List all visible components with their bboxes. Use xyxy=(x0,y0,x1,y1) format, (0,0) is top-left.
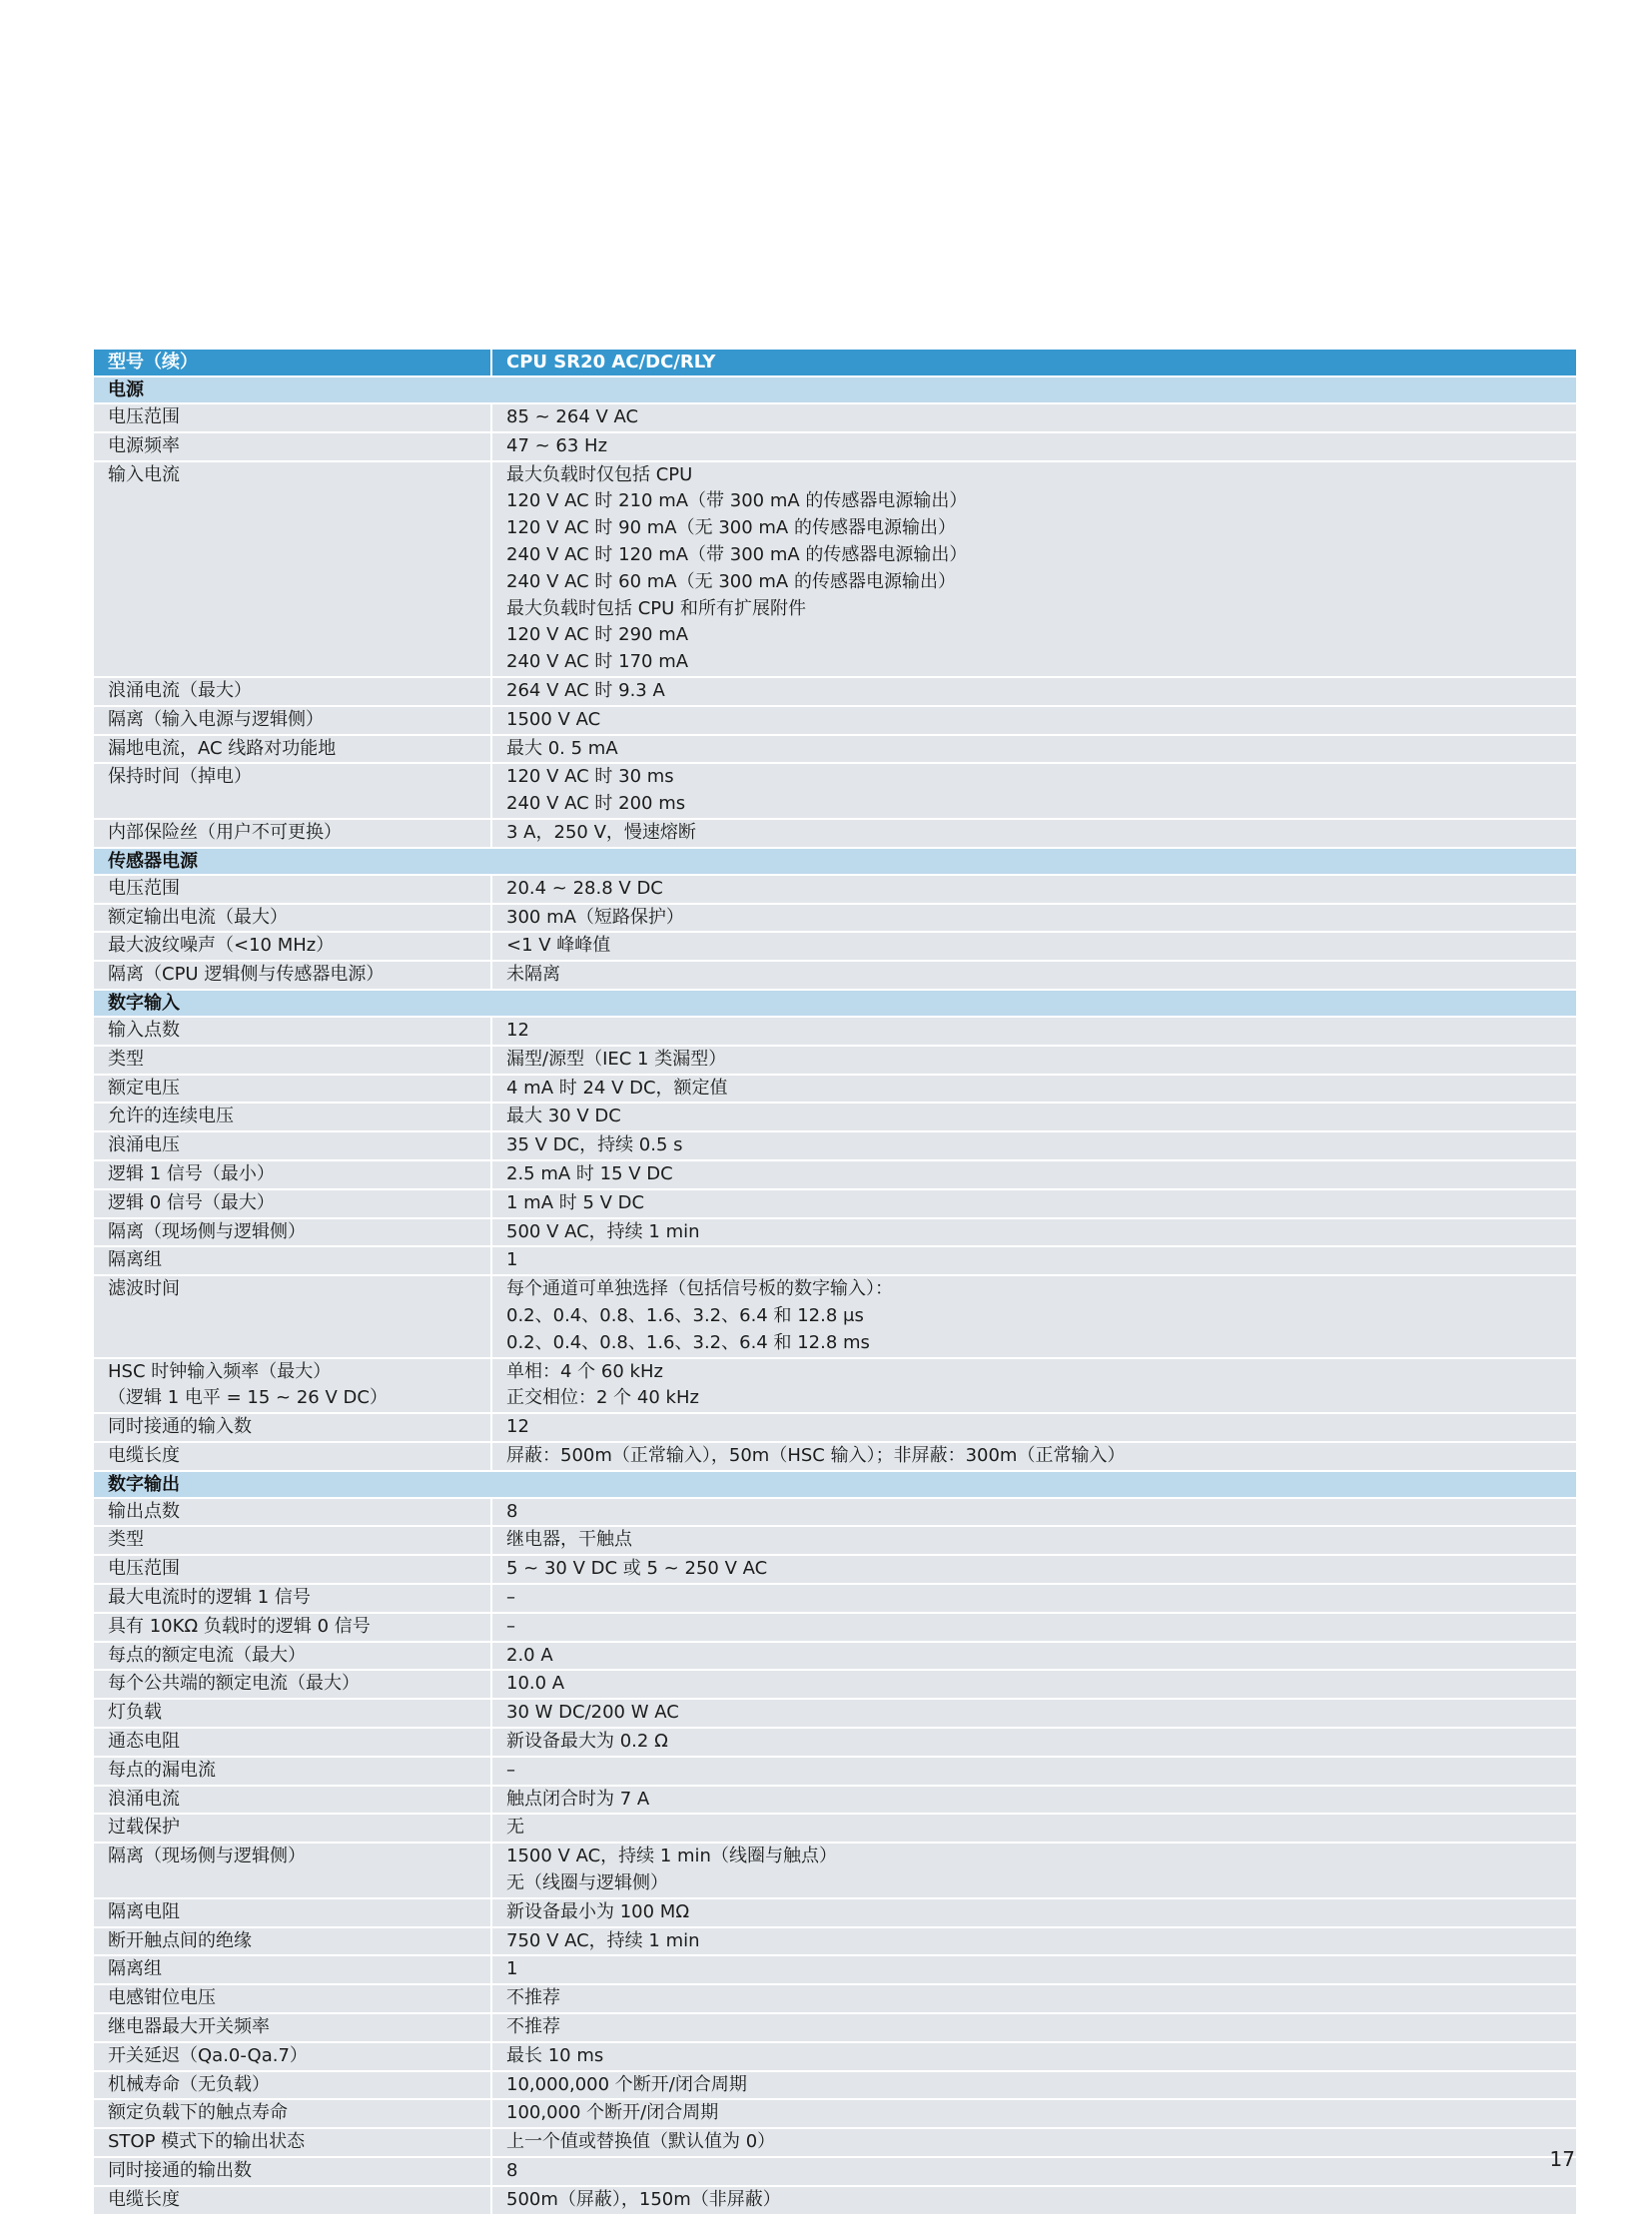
table-row xyxy=(94,1498,1576,1527)
table-row xyxy=(94,706,1576,735)
spec-value: 每个通道可单独选择（包括信号板的数字输入）： xyxy=(506,1278,893,1300)
spec-label-cell xyxy=(94,1017,491,1046)
spec-label-cell xyxy=(94,2186,491,2215)
table-row xyxy=(94,819,1576,848)
table-row xyxy=(94,1670,1576,1699)
table-row xyxy=(94,1757,1576,1786)
spec-value: 500m（屏蔽），150m（非屏蔽） xyxy=(506,2188,781,2210)
spec-label-cell xyxy=(94,2042,491,2071)
spec-value-cell xyxy=(491,2099,1576,2128)
table-row xyxy=(94,461,1576,677)
spec-value: 12 xyxy=(506,1019,529,1041)
table-row xyxy=(94,2157,1576,2186)
spec-label: 浪涌电流（最大） xyxy=(108,679,252,701)
spec-value: 屏蔽：500m（正常输入），50m（HSC 输入）；非屏蔽：300m（正常输入） xyxy=(506,1444,1126,1466)
spec-value: 3 A，250 V，慢速熔断 xyxy=(506,821,696,843)
spec-label-cell xyxy=(94,2071,491,2100)
spec-value-cell xyxy=(491,1814,1576,1843)
spec-value-cell xyxy=(491,1699,1576,1728)
spec-value-cell xyxy=(491,1358,1576,1414)
spec-value: 单相：4 个 60 kHz xyxy=(506,1360,663,1382)
spec-label: 同时接通的输入数 xyxy=(108,1416,252,1438)
spec-value-cell xyxy=(491,1160,1576,1189)
table-row xyxy=(94,432,1576,461)
spec-value: 2.5 mA 时 15 V DC xyxy=(506,1162,673,1184)
spec-value-cell xyxy=(491,1246,1576,1275)
table-row xyxy=(94,1358,1576,1414)
spec-value-cell xyxy=(491,706,1576,735)
spec-value: 最长 10 ms xyxy=(506,2044,604,2066)
spec-label: STOP 模式下的输出状态 xyxy=(108,2131,306,2153)
spec-value-cell xyxy=(491,1218,1576,1247)
spec-value: 35 V DC，持续 0.5 s xyxy=(506,1134,683,1156)
spec-value-cell xyxy=(491,2071,1576,2100)
table-row xyxy=(94,763,1576,819)
section-header-row xyxy=(94,376,1576,403)
spec-label-cell xyxy=(94,1927,491,1956)
spec-value-cell xyxy=(491,1555,1576,1584)
spec-value: 继电器，干触点 xyxy=(506,1529,632,1551)
spec-value: 30 W DC/200 W AC xyxy=(506,1702,679,1724)
spec-label-cell xyxy=(94,1984,491,2013)
spec-label: 逻辑 0 信号（最大） xyxy=(108,1191,275,1213)
spec-value: 0.2、0.4、0.8、1.6、3.2、6.4 和 12.8 ms xyxy=(506,1331,870,1353)
spec-value-cell xyxy=(491,1584,1576,1613)
spec-label-cell xyxy=(94,432,491,461)
spec-label: 电压范围 xyxy=(108,1558,180,1580)
table-row xyxy=(94,2042,1576,2071)
spec-label-cell xyxy=(94,2013,491,2042)
table-row xyxy=(94,2099,1576,2128)
table-row xyxy=(94,1699,1576,1728)
spec-value: 85 ~ 264 V AC xyxy=(506,406,639,427)
spec-value-cell xyxy=(491,1442,1576,1471)
spec-label: 类型 xyxy=(108,1048,144,1070)
spec-value: 不推荐 xyxy=(506,2016,560,2038)
spec-value: 最大负载时仅包括 CPU xyxy=(506,463,693,485)
spec-value-cell xyxy=(491,1757,1576,1786)
spec-label: 每个公共端的额定电流（最大） xyxy=(108,1673,360,1695)
table-row xyxy=(94,1160,1576,1189)
spec-label-cell xyxy=(94,1843,491,1898)
spec-value: 120 V AC 时 290 mA xyxy=(506,624,689,646)
page-number: 17 xyxy=(1549,2147,1575,2171)
spec-label-cell xyxy=(94,1046,491,1075)
spec-value: 120 V AC 时 90 mA（无 300 mA 的传感器电源输出） xyxy=(506,517,956,539)
spec-value-cell xyxy=(491,1642,1576,1671)
spec-value-cell xyxy=(491,819,1576,848)
spec-value-cell xyxy=(491,1075,1576,1104)
spec-label-cell xyxy=(94,1757,491,1786)
spec-value: 750 V AC，持续 1 min xyxy=(506,1929,700,1951)
spec-label: 每点的额定电流（最大） xyxy=(108,1644,306,1666)
spec-label-cell xyxy=(94,1075,491,1104)
spec-label: 通态电阻 xyxy=(108,1731,180,1753)
spec-label: 漏地电流，AC 线路对功能地 xyxy=(108,737,337,759)
spec-label-cell xyxy=(94,904,491,933)
spec-value-cell xyxy=(491,1017,1576,1046)
spec-value-cell xyxy=(491,2042,1576,2071)
section-title: 数字输入 xyxy=(94,990,1576,1017)
spec-label: 浪涌电压 xyxy=(108,1134,180,1156)
spec-value: 无 xyxy=(506,1817,524,1839)
spec-label: 电源频率 xyxy=(108,434,180,456)
spec-label-cell xyxy=(94,1358,491,1414)
spec-label-cell xyxy=(94,1728,491,1757)
table-row xyxy=(94,875,1576,904)
section-header-row xyxy=(94,1471,1576,1498)
table-row xyxy=(94,1898,1576,1927)
spec-label-cell xyxy=(94,1642,491,1671)
spec-label-cell xyxy=(94,1246,491,1275)
spec-label: 逻辑 1 信号（最小） xyxy=(108,1162,275,1184)
spec-value-cell xyxy=(491,1189,1576,1218)
spec-value: <1 V 峰峰值 xyxy=(506,935,611,957)
spec-label-cell xyxy=(94,403,491,432)
spec-label: 电缆长度 xyxy=(108,1444,180,1466)
spec-label-cell xyxy=(94,1955,491,1984)
spec-label: 内部保险丝（用户不可更换） xyxy=(108,821,342,843)
spec-value: 无（线圈与逻辑侧） xyxy=(506,1872,668,1894)
spec-label: 允许的连续电压 xyxy=(108,1106,234,1127)
table-row xyxy=(94,403,1576,432)
spec-value: 8 xyxy=(506,2160,518,2182)
table-row xyxy=(94,904,1576,933)
spec-value: 500 V AC，持续 1 min xyxy=(506,1220,700,1242)
table-row xyxy=(94,1526,1576,1555)
spec-value-cell xyxy=(491,763,1576,819)
spec-label-cell xyxy=(94,875,491,904)
spec-label: 开关延迟（Qa.0-Qa.7） xyxy=(108,2044,308,2066)
spec-label: 具有 10KΩ 负载时的逻辑 0 信号 xyxy=(108,1615,371,1637)
table-row xyxy=(94,1189,1576,1218)
spec-value-cell xyxy=(491,904,1576,933)
spec-label-cell xyxy=(94,763,491,819)
spec-value: – xyxy=(506,1587,515,1609)
spec-value: 240 V AC 时 60 mA（无 300 mA 的传感器电源输出） xyxy=(506,570,956,592)
spec-label-cell xyxy=(94,961,491,990)
spec-value: 上一个值或替换值（默认值为 0） xyxy=(506,2131,776,2153)
spec-value: 未隔离 xyxy=(506,964,560,986)
spec-label: 同时接通的输出数 xyxy=(108,2160,252,2182)
spec-value-cell xyxy=(491,432,1576,461)
spec-label: 额定电压 xyxy=(108,1077,180,1099)
spec-value-cell xyxy=(491,2157,1576,2186)
spec-value: 240 V AC 时 200 ms xyxy=(506,793,686,815)
table-row xyxy=(94,1075,1576,1104)
table-header-row xyxy=(94,350,1576,376)
table-row xyxy=(94,932,1576,961)
table-row xyxy=(94,1584,1576,1613)
table-row xyxy=(94,1814,1576,1843)
spec-label: 隔离（CPU 逻辑侧与传感器电源） xyxy=(108,964,385,986)
spec-value-cell xyxy=(491,1843,1576,1898)
spec-label-cell xyxy=(94,1218,491,1247)
spec-value-cell xyxy=(491,1275,1576,1357)
spec-value: 4 mA 时 24 V DC，额定值 xyxy=(506,1077,728,1099)
table-row xyxy=(94,1246,1576,1275)
spec-value: 最大 30 V DC xyxy=(506,1106,621,1127)
spec-value: 新设备最大为 0.2 Ω xyxy=(506,1731,668,1753)
spec-value-cell xyxy=(491,1898,1576,1927)
table-row xyxy=(94,2071,1576,2100)
spec-value: 2.0 A xyxy=(506,1644,553,1666)
spec-label-cell xyxy=(94,1613,491,1642)
spec-label: 输出点数 xyxy=(108,1500,180,1522)
spec-value-cell xyxy=(491,735,1576,764)
table-row xyxy=(94,1442,1576,1471)
spec-label: 隔离组 xyxy=(108,1958,162,1980)
spec-label-cell xyxy=(94,2157,491,2186)
spec-label: 输入点数 xyxy=(108,1019,180,1041)
spec-label-cell xyxy=(94,1699,491,1728)
spec-value-cell xyxy=(491,1131,1576,1160)
spec-label-cell xyxy=(94,2128,491,2157)
spec-value: 1500 V AC，持续 1 min（线圈与触点） xyxy=(506,1846,837,1867)
spec-value: 100,000 个断开/闭合周期 xyxy=(506,2102,719,2124)
table-row xyxy=(94,1046,1576,1075)
table-row xyxy=(94,1413,1576,1442)
spec-label-cell xyxy=(94,1786,491,1815)
section-title: 数字输出 xyxy=(94,1471,1576,1498)
section-header-row xyxy=(94,848,1576,875)
spec-table xyxy=(94,350,1576,2216)
spec-value: 最大 0. 5 mA xyxy=(506,737,618,759)
table-row xyxy=(94,1642,1576,1671)
spec-label: 电压范围 xyxy=(108,406,180,427)
spec-value-cell xyxy=(491,2013,1576,2042)
spec-label-cell xyxy=(94,932,491,961)
spec-value-cell xyxy=(491,1670,1576,1699)
spec-label: 过载保护 xyxy=(108,1817,180,1839)
spec-value-cell xyxy=(491,1046,1576,1075)
spec-label-cell xyxy=(94,2099,491,2128)
spec-value-cell xyxy=(491,1103,1576,1131)
spec-value: – xyxy=(506,1615,515,1637)
spec-value-cell xyxy=(491,2186,1576,2215)
spec-label-cell xyxy=(94,1413,491,1442)
section-title: 传感器电源 xyxy=(94,848,1576,875)
spec-label: 隔离（输入电源与逻辑侧） xyxy=(108,708,324,730)
spec-value-cell xyxy=(491,1728,1576,1757)
table-row xyxy=(94,1218,1576,1247)
spec-label-cell xyxy=(94,1442,491,1471)
spec-value: 0.2、0.4、0.8、1.6、3.2、6.4 和 12.8 μs xyxy=(506,1304,864,1326)
spec-label: 额定输出电流（最大） xyxy=(108,906,288,928)
spec-value: 1 mA 时 5 V DC xyxy=(506,1191,645,1213)
table-row xyxy=(94,2013,1576,2042)
spec-value: 不推荐 xyxy=(506,1987,560,2009)
spec-label: 保持时间（掉电） xyxy=(108,766,252,788)
spec-label-cell xyxy=(94,1584,491,1613)
table-row xyxy=(94,1613,1576,1642)
spec-label: 隔离（现场侧与逻辑侧） xyxy=(108,1220,306,1242)
spec-label: 机械寿命（无负载） xyxy=(108,2073,270,2095)
spec-value: 1 xyxy=(506,1958,518,1980)
table-row xyxy=(94,1275,1576,1357)
spec-value-cell xyxy=(491,2128,1576,2157)
spec-label: 浪涌电流 xyxy=(108,1788,180,1810)
spec-value-cell xyxy=(491,461,1576,677)
spec-value: – xyxy=(506,1759,515,1781)
spec-label-cell xyxy=(94,819,491,848)
spec-label-cell xyxy=(94,1526,491,1555)
table-row xyxy=(94,1555,1576,1584)
spec-label: 最大电流时的逻辑 1 信号 xyxy=(108,1587,311,1609)
spec-value-cell xyxy=(491,1526,1576,1555)
spec-value-cell xyxy=(491,403,1576,432)
spec-table-body xyxy=(94,350,1576,2215)
spec-value-cell xyxy=(491,1984,1576,2013)
table-row xyxy=(94,2186,1576,2215)
spec-value: 120 V AC 时 30 ms xyxy=(506,766,674,788)
table-row xyxy=(94,1984,1576,2013)
spec-label-cell xyxy=(94,1898,491,1927)
spec-value: 新设备最小为 100 MΩ xyxy=(506,1900,690,1922)
spec-value-cell xyxy=(491,1955,1576,1984)
spec-label: 电压范围 xyxy=(108,877,180,899)
spec-label: 类型 xyxy=(108,1529,144,1551)
spec-value: 1 xyxy=(506,1249,518,1271)
table-row xyxy=(94,1843,1576,1898)
spec-label-cell xyxy=(94,1160,491,1189)
table-row xyxy=(94,1728,1576,1757)
spec-label-cell xyxy=(94,1670,491,1699)
spec-label: 隔离组 xyxy=(108,1249,162,1271)
spec-value: 47 ~ 63 Hz xyxy=(506,434,608,456)
spec-label-cell xyxy=(94,1555,491,1584)
spec-value-cell xyxy=(491,875,1576,904)
spec-value-cell xyxy=(491,1413,1576,1442)
spec-label-cell xyxy=(94,1498,491,1527)
table-row xyxy=(94,1131,1576,1160)
table-row xyxy=(94,677,1576,706)
section-header-row xyxy=(94,990,1576,1017)
table-row xyxy=(94,1927,1576,1956)
spec-value: 20.4 ~ 28.8 V DC xyxy=(506,877,663,899)
spec-value-cell xyxy=(491,677,1576,706)
table-row xyxy=(94,1103,1576,1131)
spec-value: 5 ~ 30 V DC 或 5 ~ 250 V AC xyxy=(506,1558,768,1580)
spec-value: 正交相位：2 个 40 kHz xyxy=(506,1387,699,1409)
spec-value: 最大负载时包括 CPU 和所有扩展附件 xyxy=(506,597,807,619)
spec-value: 264 V AC 时 9.3 A xyxy=(506,679,665,701)
header-model: CPU SR20 AC/DC/RLY xyxy=(491,350,1576,376)
spec-label: 额定负载下的触点寿命 xyxy=(108,2102,288,2124)
table-row xyxy=(94,1955,1576,1984)
spec-value: 10,000,000 个断开/闭合周期 xyxy=(506,2073,747,2095)
spec-value-cell xyxy=(491,932,1576,961)
spec-value: 触点闭合时为 7 A xyxy=(506,1788,650,1810)
spec-value-cell xyxy=(491,1613,1576,1642)
table-row xyxy=(94,1786,1576,1815)
header-label: 型号（续） xyxy=(94,350,491,376)
spec-label: 断开触点间的绝缘 xyxy=(108,1929,252,1951)
spec-value-cell xyxy=(491,1498,1576,1527)
spec-label-cell xyxy=(94,461,491,677)
spec-label: 隔离电阻 xyxy=(108,1900,180,1922)
spec-value: 1500 V AC xyxy=(506,708,601,730)
spec-label-cell xyxy=(94,1814,491,1843)
spec-label: 滤波时间 xyxy=(108,1278,180,1300)
spec-label-cell xyxy=(94,1189,491,1218)
spec-value: 300 mA（短路保护） xyxy=(506,906,684,928)
spec-label: 最大波纹噪声（<10 MHz） xyxy=(108,935,335,957)
spec-value: 漏型/源型（IEC 1 类漏型） xyxy=(506,1048,727,1070)
spec-label-cell xyxy=(94,1131,491,1160)
section-title: 电源 xyxy=(94,376,1576,403)
spec-label: HSC 时钟输入频率（最大） xyxy=(108,1360,332,1382)
spec-label-cell xyxy=(94,706,491,735)
spec-label-cell xyxy=(94,1103,491,1131)
spec-label-cell xyxy=(94,677,491,706)
spec-value-cell xyxy=(491,1927,1576,1956)
spec-label: 隔离（现场侧与逻辑侧） xyxy=(108,1846,306,1867)
table-row xyxy=(94,1017,1576,1046)
spec-value: 8 xyxy=(506,1500,518,1522)
spec-label: 每点的漏电流 xyxy=(108,1759,216,1781)
spec-label-cell xyxy=(94,1275,491,1357)
spec-value: 240 V AC 时 170 mA xyxy=(506,651,689,673)
spec-label-cell xyxy=(94,735,491,764)
spec-value: 120 V AC 时 210 mA（带 300 mA 的传感器电源输出） xyxy=(506,490,968,512)
spec-value-cell xyxy=(491,961,1576,990)
spec-label: 输入电流 xyxy=(108,463,180,485)
spec-value: 240 V AC 时 120 mA（带 300 mA 的传感器电源输出） xyxy=(506,543,968,565)
table-row xyxy=(94,735,1576,764)
table-row xyxy=(94,961,1576,990)
spec-label: （逻辑 1 电平 = 15 ~ 26 V DC） xyxy=(108,1387,388,1409)
spec-value: 12 xyxy=(506,1416,529,1438)
spec-label: 继电器最大开关频率 xyxy=(108,2016,270,2038)
spec-value: 10.0 A xyxy=(506,1673,565,1695)
spec-label: 电缆长度 xyxy=(108,2188,180,2210)
spec-label: 灯负载 xyxy=(108,1702,162,1724)
table-row xyxy=(94,2128,1576,2157)
spec-label: 电感钳位电压 xyxy=(108,1987,216,2009)
spec-value-cell xyxy=(491,1786,1576,1815)
